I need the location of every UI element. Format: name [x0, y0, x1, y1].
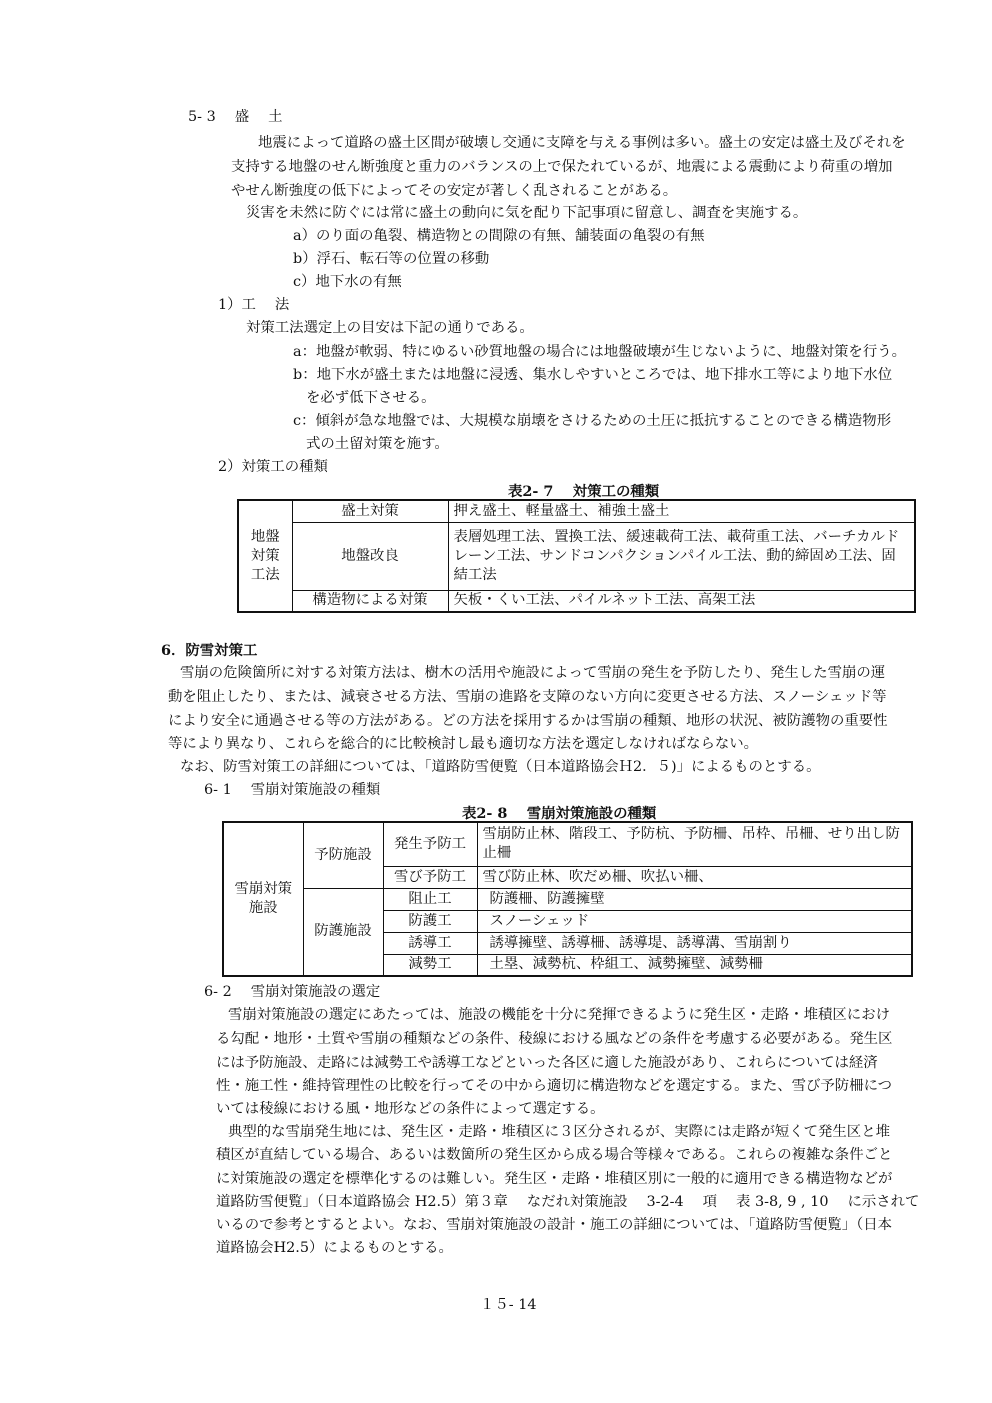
table-cell: 地盤改良	[292, 522, 448, 590]
table-2-8-caption: 表2- 8 雪崩対策施設の種類	[462, 805, 657, 822]
paragraph-line: 地震によって道路の盛土区間が破壊し交通に支障を与える事例は多い。盛土の安定は盛土及びそれを	[258, 135, 906, 151]
paragraph-line: 道路協会H2.5）によるものとする。	[216, 1240, 453, 1256]
paragraph-line: やせん断強度の低下によってその安定が著しく乱されることがある。	[231, 183, 678, 199]
table-cell: 雪び防止林、吹だめ柵、吹払い柵、	[477, 866, 912, 888]
paragraph-line: なお、防雪対策工の詳細については、「道路防雪便覧（日本道路協会Ｈ2．５)」によるものとする。	[180, 759, 821, 775]
list-item: を必ず低下させる。	[306, 390, 436, 406]
paragraph-line: る勾配・地形・土質や雪崩の種類などの条件、稜線における風などの条件を考慮する必要がある。発生区	[216, 1031, 893, 1047]
page-number: １５- 14	[480, 1297, 537, 1313]
table-cell: スノーシェッド	[477, 910, 912, 932]
list-item: a）のり面の亀裂、構造物との間隙の有無、舗装面の亀裂の有無	[293, 228, 705, 244]
paragraph-line: いては稜線における風・地形などの条件によって選定する。	[216, 1101, 605, 1117]
subheading-types: 2）対策工の種類	[218, 459, 328, 475]
table-cell: 防護工	[383, 910, 477, 932]
list-item: c）地下水の有無	[293, 274, 402, 290]
table-subgroup-cell: 予防施設	[303, 822, 383, 888]
table-2-7-caption: 表2- 7 対策工の種類	[508, 483, 660, 500]
table-group-cell: 地盤 対策 工法	[238, 500, 292, 612]
table-cell: 押え盛土、軽量盛土、補強土盛土	[448, 500, 915, 522]
subheading-6-2: 6- 2 雪崩対策施設の選定	[204, 984, 381, 1000]
table-row	[238, 590, 915, 612]
paragraph-line: 災害を未然に防ぐには常に盛土の動向に気を配り下記事項に留意し、調査を実施する。	[246, 205, 808, 221]
table-cell: 盛土対策	[292, 500, 448, 522]
paragraph-line: いるので参考とするとよい。なお、雪崩対策施設の設計・施工の詳細については、「道路防雪便覧」（日本	[216, 1217, 893, 1233]
table-row	[223, 822, 912, 866]
paragraph-line: 道路防雪便覧」（日本道路協会 H2.5）第３章 なだれ対策施設 3-2-4 項 表 3-8, 9 , 10 に示されて	[216, 1194, 920, 1210]
paragraph-line: には予防施設、走路には減勢工や誘導工などといった各区に適した施設があり、これらについては経済	[216, 1055, 878, 1071]
paragraph-line: 雪崩対策施設の選定にあたっては、施設の機能を十分に発揮できるように発生区・走路・堆積区におけ	[228, 1007, 890, 1023]
subheading-method: 1）工 法	[218, 297, 290, 313]
section-5-3-heading: 5- 3 盛 土	[188, 109, 283, 125]
table-cell: 発生予防工	[383, 822, 477, 866]
table-2-8	[222, 821, 913, 977]
table-cell: 誘導擁壁、誘導柵、誘導堤、誘導溝、雪崩割り	[477, 932, 912, 954]
list-item: b：地下水が盛土または地盤に浸透、集水しやすいところでは、地下排水工等により地下水位	[293, 367, 893, 383]
table-row	[238, 522, 915, 590]
paragraph-line: 雪崩の危険箇所に対する対策方法は、樹木の活用や施設によって雪崩の発生を予防したり、発生した雪崩の運	[180, 665, 886, 681]
table-row	[223, 888, 912, 910]
paragraph-line: に対策施設の選定を標準化するのは難しい。発生区・走路・堆積区別に一般的に適用できる構造物などが	[216, 1171, 893, 1187]
table-row	[238, 500, 915, 522]
table-cell: 阻止工	[383, 888, 477, 910]
subheading-6-1: 6- 1 雪崩対策施設の種類	[204, 782, 381, 798]
section-6-heading: 6．防雪対策工	[161, 642, 258, 659]
table-group-cell: 雪崩対策 施設	[223, 822, 303, 976]
paragraph-line: 動を阻止したり、または、減衰させる方法、雪崩の進路を支障のない方向に変更させる方法、スノーシェッド等	[168, 689, 887, 705]
paragraph-line: により安全に通過させる等の方法がある。どの方法を採用するかは雪崩の種類、地形の状況、被防護物の重要性	[168, 713, 888, 729]
table-cell: 雪び予防工	[383, 866, 477, 888]
table-cell: 矢板・くい工法、パイルネット工法、高架工法	[448, 590, 915, 612]
paragraph-line: 支持する地盤のせん断強度と重力のバランスの上で保たれているが、地震による震動により荷重の増加	[231, 159, 893, 175]
table-cell: 誘導工	[383, 932, 477, 954]
paragraph-line: 積区が直結している場合、あるいは数箇所の発生区から成る場合等様々である。これらの複雑な条件ごと	[216, 1147, 893, 1163]
list-item: a：地盤が軟弱、特にゆるい砂質地盤の場合には地盤破壊が生じないように、地盤対策を行う。	[293, 344, 906, 360]
table-cell: 土塁、減勢杭、枠組工、減勢擁壁、減勢柵	[477, 954, 912, 976]
paragraph-line: 性・施工性・維持管理性の比較を行ってその中から適切に構造物などを選定する。また、雪び予防柵につ	[216, 1078, 893, 1094]
paragraph-line: 対策工法選定上の目安は下記の通りである。	[246, 320, 534, 336]
table-2-7	[237, 499, 916, 613]
table-cell: 防護柵、防護擁壁	[477, 888, 912, 910]
paragraph-line: 等により異なり、これらを総合的に比較検討し最も適切な方法を選定しなければならない。	[168, 736, 759, 752]
list-item: b）浮石、転石等の位置の移動	[293, 251, 490, 267]
paragraph-line: 典型的な雪崩発生地には、発生区・走路・堆積区に３区分されるが、実際には走路が短くて発生区と堆	[228, 1124, 890, 1140]
table-subgroup-cell: 防護施設	[303, 888, 383, 976]
table-cell: 構造物による対策	[292, 590, 448, 612]
list-item: 式の土留対策を施す。	[306, 436, 449, 452]
table-cell: 雪崩防止林、階段工、予防杭、予防柵、吊枠、吊柵、せり出し防止柵	[477, 822, 912, 866]
table-cell: 表層処理工法、置換工法、緩速載荷工法、載荷重工法、バーチカルドレーン工法、サンドコンパクションパイル工法、動的締固め工法、固結工法	[448, 522, 915, 590]
table-cell: 減勢工	[383, 954, 477, 976]
list-item: c：傾斜が急な地盤では、大規模な崩壊をさけるための土圧に抵抗することのできる構造物形	[293, 413, 892, 429]
